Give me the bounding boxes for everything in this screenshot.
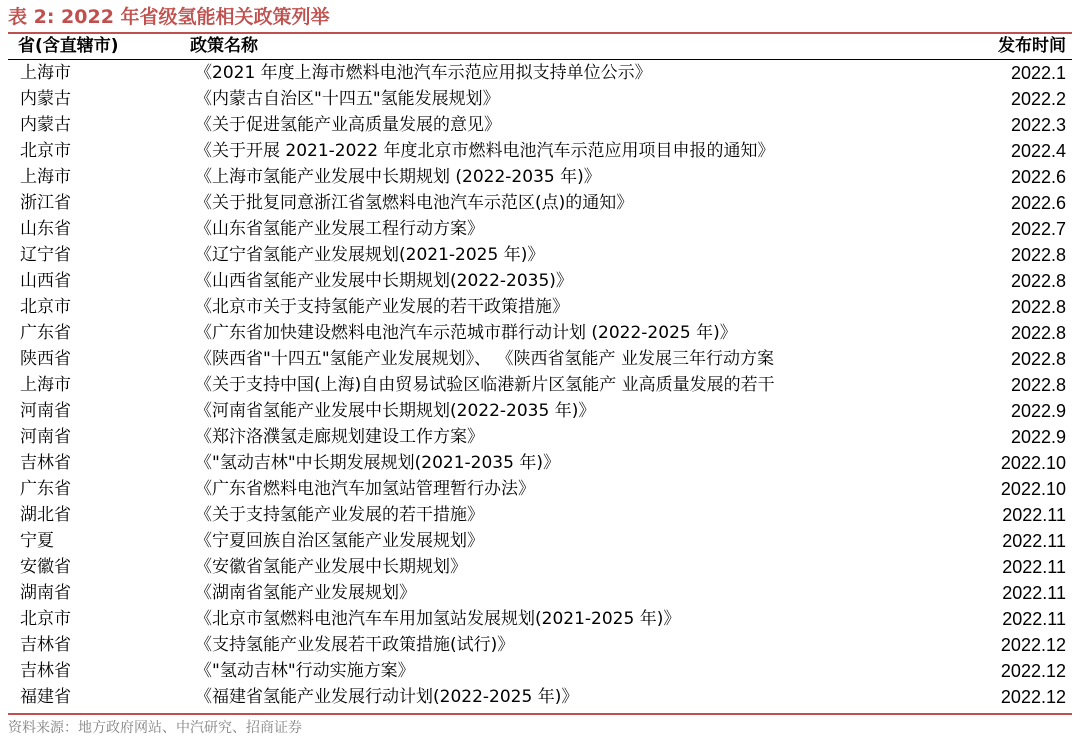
cell-policy: 《辽宁省氢能产业发展规划(2021-2025 年)》 xyxy=(195,245,545,265)
cell-date: 2022.10 xyxy=(1000,479,1066,499)
cell-date: 2022.4 xyxy=(1010,141,1066,161)
cell-policy: 《关于促进氢能产业高质量发展的意见》 xyxy=(195,115,501,135)
cell-policy: 《关于批复同意浙江省氢燃料电池汽车示范区(点)的通知》 xyxy=(195,193,634,213)
table-row xyxy=(8,554,1072,580)
cell-policy: 《宁夏回族自治区氢能产业发展规划》 xyxy=(195,531,484,551)
cell-province: 广东省 xyxy=(20,479,71,499)
table-row xyxy=(8,632,1072,658)
cell-province: 湖北省 xyxy=(20,505,71,525)
cell-policy: 《广东省燃料电池汽车加氢站管理暂行办法》 xyxy=(195,479,535,499)
cell-policy: 《2021 年度上海市燃料电池汽车示范应用拟支持单位公示》 xyxy=(195,63,652,83)
cell-province: 河南省 xyxy=(20,427,71,447)
cell-date: 2022.12 xyxy=(1000,661,1066,681)
cell-date: 2022.6 xyxy=(1010,193,1066,213)
policy-table xyxy=(8,34,1072,710)
cell-policy: 《"氢动吉林"行动实施方案》 xyxy=(195,661,415,681)
header-date: 发布时间 xyxy=(998,36,1066,56)
cell-date: 2022.1 xyxy=(1010,63,1066,83)
cell-policy: 《北京市关于支持氢能产业发展的若干政策措施》 xyxy=(195,297,569,317)
table-row xyxy=(8,450,1072,476)
cell-province: 安徽省 xyxy=(20,557,71,577)
cell-date: 2022.12 xyxy=(1000,635,1066,655)
cell-date: 2022.8 xyxy=(1010,349,1066,369)
cell-date: 2022.11 xyxy=(1002,505,1066,525)
table-row xyxy=(8,190,1072,216)
cell-province: 陕西省 xyxy=(20,349,71,369)
cell-policy: 《安徽省氢能产业发展中长期规划》 xyxy=(195,557,467,577)
table-row xyxy=(8,138,1072,164)
cell-province: 吉林省 xyxy=(20,661,71,681)
cell-date: 2022.8 xyxy=(1010,297,1066,317)
cell-policy: 《山东省氢能产业发展工程行动方案》 xyxy=(195,219,484,239)
table-row xyxy=(8,112,1072,138)
cell-province: 北京市 xyxy=(20,609,71,629)
cell-date: 2022.7 xyxy=(1010,219,1066,239)
cell-policy: 《支持氢能产业发展若干政策措施(试行)》 xyxy=(195,635,515,655)
cell-policy: 《关于支持氢能产业发展的若干措施》 xyxy=(195,505,484,525)
source-note: 资料来源：地方政府网站、中汽研究、招商证券 xyxy=(8,720,302,736)
table-row xyxy=(8,398,1072,424)
cell-province: 山东省 xyxy=(20,219,71,239)
cell-date: 2022.8 xyxy=(1010,271,1066,291)
cell-date: 2022.8 xyxy=(1010,245,1066,265)
table-row xyxy=(8,424,1072,450)
bottom-rule xyxy=(8,713,1072,715)
cell-province: 北京市 xyxy=(20,297,71,317)
cell-province: 吉林省 xyxy=(20,453,71,473)
cell-province: 福建省 xyxy=(20,687,71,707)
cell-province: 上海市 xyxy=(20,63,71,83)
cell-date: 2022.3 xyxy=(1010,115,1066,135)
cell-date: 2022.11 xyxy=(1002,531,1066,551)
cell-date: 2022.11 xyxy=(1002,583,1066,603)
cell-date: 2022.11 xyxy=(1002,557,1066,577)
table-row xyxy=(8,294,1072,320)
table-row xyxy=(8,502,1072,528)
cell-policy: 《上海市氢能产业发展中长期规划 (2022-2035 年)》 xyxy=(195,167,601,187)
table-row xyxy=(8,658,1072,684)
cell-policy: 《广东省加快建设燃料电池汽车示范城市群行动计划 (2022-2025 年)》 xyxy=(195,323,737,343)
cell-date: 2022.12 xyxy=(1000,687,1066,707)
table-row xyxy=(8,372,1072,398)
cell-policy: 《北京市氢燃料电池汽车车用加氢站发展规划(2021-2025 年)》 xyxy=(195,609,681,629)
table-row xyxy=(8,268,1072,294)
cell-province: 宁夏 xyxy=(20,531,54,551)
cell-province: 山西省 xyxy=(20,271,71,291)
table-row xyxy=(8,60,1072,86)
cell-province: 辽宁省 xyxy=(20,245,71,265)
table-row xyxy=(8,580,1072,606)
cell-date: 2022.2 xyxy=(1010,89,1066,109)
table-row xyxy=(8,86,1072,112)
table-row xyxy=(8,528,1072,554)
cell-date: 2022.9 xyxy=(1010,427,1066,447)
cell-province: 浙江省 xyxy=(20,193,71,213)
cell-date: 2022.11 xyxy=(1002,609,1066,629)
table-row xyxy=(8,476,1072,502)
cell-policy: 《陕西省"十四五"氢能产业发展规划》、 《陕西省氢能产 业发展三年行动方案 xyxy=(195,349,774,369)
table-row xyxy=(8,164,1072,190)
header-policy: 政策名称 xyxy=(190,36,258,56)
cell-province: 湖南省 xyxy=(20,583,71,603)
header-province: 省(含直辖市) xyxy=(18,36,119,56)
cell-policy: 《关于开展 2021-2022 年度北京市燃料电池汽车示范应用项目申报的通知》 xyxy=(195,141,775,161)
cell-date: 2022.10 xyxy=(1000,453,1066,473)
cell-date: 2022.8 xyxy=(1010,323,1066,343)
table-body xyxy=(8,60,1072,710)
table-row xyxy=(8,606,1072,632)
table-header-row xyxy=(8,34,1072,60)
cell-policy: 《福建省氢能产业发展行动计划(2022-2025 年)》 xyxy=(195,687,579,707)
cell-policy: 《郑汴洛濮氢走廊规划建设工作方案》 xyxy=(195,427,484,447)
cell-province: 北京市 xyxy=(20,141,71,161)
table-row xyxy=(8,346,1072,372)
cell-policy: 《河南省氢能产业发展中长期规划(2022-2035 年)》 xyxy=(195,401,596,421)
cell-date: 2022.8 xyxy=(1010,375,1066,395)
cell-date: 2022.9 xyxy=(1010,401,1066,421)
cell-policy: 《山西省氢能产业发展中长期规划(2022-2035)》 xyxy=(195,271,573,291)
cell-date: 2022.6 xyxy=(1010,167,1066,187)
cell-province: 上海市 xyxy=(20,167,71,187)
table-row xyxy=(8,684,1072,710)
cell-province: 广东省 xyxy=(20,323,71,343)
cell-policy: 《关于支持中国(上海)自由贸易试验区临港新片区氢能产 业高质量发展的若干 xyxy=(195,375,775,395)
cell-policy: 《内蒙古自治区"十四五"氢能发展规划》 xyxy=(195,89,500,109)
cell-province: 河南省 xyxy=(20,401,71,421)
table-row xyxy=(8,320,1072,346)
cell-policy: 《"氢动吉林"中长期发展规划(2021-2035 年)》 xyxy=(195,453,560,473)
cell-province: 内蒙古 xyxy=(20,115,71,135)
table-row xyxy=(8,216,1072,242)
cell-province: 内蒙古 xyxy=(20,89,71,109)
cell-province: 上海市 xyxy=(20,375,71,395)
cell-province: 吉林省 xyxy=(20,635,71,655)
table-caption: 表 2: 2022 年省级氢能相关政策列举 xyxy=(8,6,330,28)
cell-policy: 《湖南省氢能产业发展规划》 xyxy=(195,583,416,603)
table-row xyxy=(8,242,1072,268)
